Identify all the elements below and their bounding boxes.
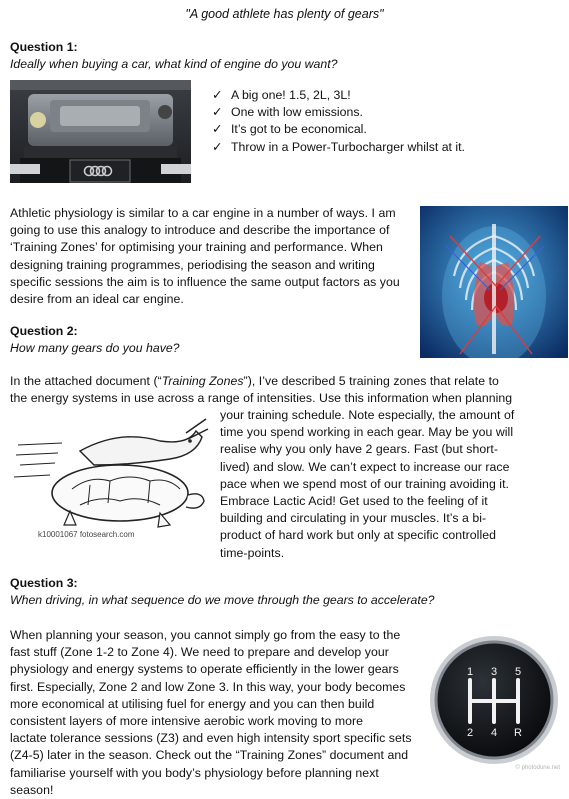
human-physiology-image bbox=[420, 206, 568, 358]
question-3-paragraph: When planning your season, you cannot simply go from the easy to the fast stuff (Zone 1-2 to Zone 4). We need to prepare and develop your physiology and energy systems to operate efficiently in the lower gears first. Especially, Zone 2 and low Zone 3. In this way, your body becomes more economical at utilising fuel for energy and you can then build consistent layers of more intensive aerobic work moving to more lactate tolerance sessions (Z3) and even high intensity sport specific sets (Z4-5) later in the season. Check out the “Training Zones” document and familiarise yourself with you body’s physiology before planning next season! bbox=[10, 628, 412, 797]
gear-label: 3 bbox=[490, 666, 498, 678]
question-1-answers bbox=[212, 87, 465, 156]
image-caption: k10001067 fotosearch.com bbox=[38, 530, 135, 539]
check-icon: ✓ bbox=[212, 88, 223, 102]
gear-label: 4 bbox=[490, 727, 498, 739]
answer-item: ✓ One with low emissions. bbox=[212, 104, 465, 121]
question-1-heading: Question 1: bbox=[10, 40, 78, 54]
image-watermark: © photodune.net bbox=[515, 765, 560, 771]
gear-label: 2 bbox=[466, 727, 474, 739]
gear-label: 1 bbox=[466, 666, 474, 678]
question-2-text: How many gears do you have? bbox=[10, 341, 180, 355]
answer-item: ✓ Throw in a Power-Turbocharger whilst at it. bbox=[212, 139, 465, 156]
question-3-text: When driving, in what sequence do we move through the gears to accelerate? bbox=[10, 593, 435, 607]
question-2-paragraph-body: your training schedule. Note especially, the amount of time you spend working in each gear. May be you will realise why you only have 2 gears. Fast (but short- lived) and slow. We can’t expect to increase our race pace when we spend most of our training avoiding it. Embrace Lactic Acid! Get used to the feeling of it building and circulating in your muscles. It’s a bi- product of hard work but only at specific controlled time-points. bbox=[220, 408, 515, 560]
answer-item: ✓ A big one! 1.5, 2L, 3L! bbox=[212, 87, 465, 104]
gear-label: 5 bbox=[514, 666, 522, 678]
question-1-text: Ideally when buying a car, what kind of engine do you want? bbox=[10, 57, 338, 71]
check-icon: ✓ bbox=[212, 139, 223, 154]
intro-paragraph: Athletic physiology is similar to a car engine in a number of ways. I am going to use this analogy to introduce and describe the importance of ‘Training Zones’ for optimising your training and performance. When designing training programmes, periodising the season and writing specific sessions the aim is to influence the same output factors as you desire from an ideal car engine. bbox=[10, 206, 400, 307]
answer-item: ✓ It’s got to be economical. bbox=[212, 121, 465, 138]
question-2-paragraph-intro: In the attached document (“Training Zones”), I’ve described 5 training zones that relate to the energy systems in use across a range of intensities. Use this information when planning bbox=[10, 374, 513, 406]
document-title: "A good athlete has plenty of gears" bbox=[185, 7, 384, 21]
gear-stick-image bbox=[420, 628, 568, 774]
check-icon: ✓ bbox=[212, 122, 223, 137]
tortoise-hare-image bbox=[10, 415, 210, 543]
gear-label: R bbox=[514, 727, 522, 739]
question-2-heading: Question 2: bbox=[10, 324, 78, 338]
car-engine-image bbox=[10, 80, 191, 183]
check-icon: ✓ bbox=[212, 105, 223, 120]
question-3-heading: Question 3: bbox=[10, 576, 78, 590]
